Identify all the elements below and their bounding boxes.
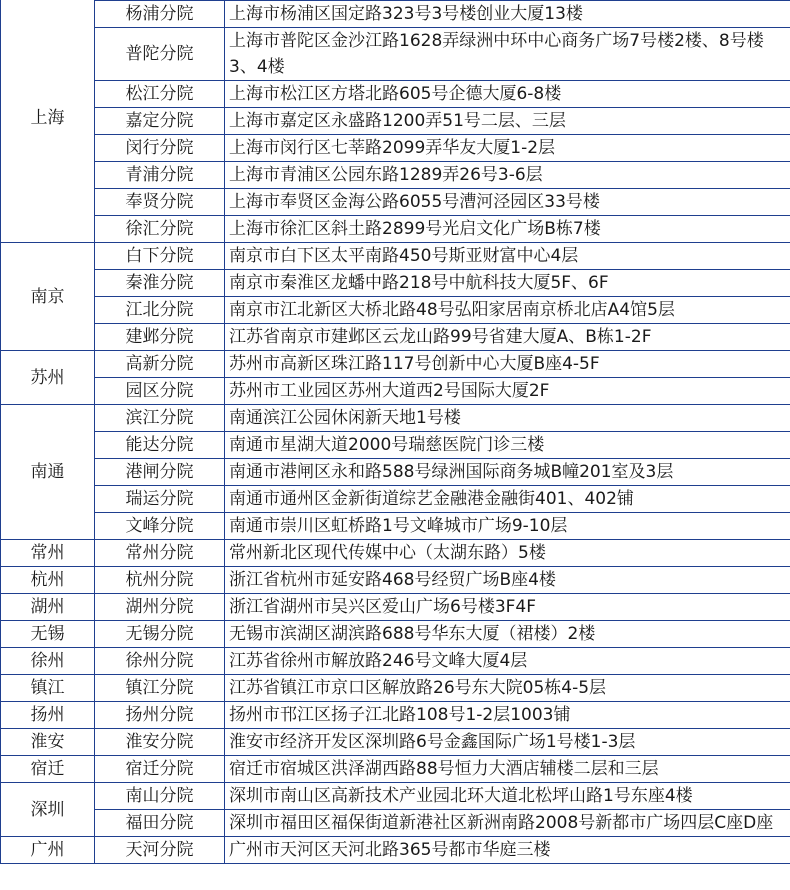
table-row — [1, 324, 790, 351]
branch-cell: 镇江分院 — [95, 675, 225, 702]
table-row — [1, 162, 790, 189]
branch-cell: 文峰分院 — [95, 513, 225, 540]
branch-cell: 杭州分院 — [95, 567, 225, 594]
branch-cell: 奉贤分院 — [95, 189, 225, 216]
address-cell: 上海市奉贤区金海公路6055号漕河泾园区33号楼 — [225, 189, 790, 216]
address-cell: 浙江省杭州市延安路468号经贸广场B座4楼 — [225, 567, 790, 594]
city-cell: 南京 — [1, 243, 95, 351]
city-cell: 杭州 — [1, 567, 95, 594]
branch-cell: 闵行分院 — [95, 135, 225, 162]
table-row — [1, 432, 790, 459]
table-row — [1, 108, 790, 135]
branch-cell: 园区分院 — [95, 378, 225, 405]
address-cell: 常州新北区现代传媒中心（太湖东路）5楼 — [225, 540, 790, 567]
branch-cell: 福田分院 — [95, 810, 225, 837]
branch-cell: 扬州分院 — [95, 702, 225, 729]
table-row — [1, 297, 790, 324]
table-row — [1, 405, 790, 432]
branch-cell: 秦淮分院 — [95, 270, 225, 297]
address-cell: 扬州市邗江区扬子江北路108号1-2层1003铺 — [225, 702, 790, 729]
address-cell: 上海市杨浦区国定路323号3号楼创业大厦13楼 — [225, 1, 790, 28]
table-row — [1, 81, 790, 108]
table-row — [1, 567, 790, 594]
address-cell: 上海市普陀区金沙江路1628弄绿洲中环中心商务广场7号楼2楼、8号楼3、4楼 — [225, 28, 790, 81]
table-row — [1, 837, 790, 864]
branch-cell: 淮安分院 — [95, 729, 225, 756]
address-cell: 南通市崇川区虹桥路1号文峰城市广场9-10层 — [225, 513, 790, 540]
branch-cell: 建邺分院 — [95, 324, 225, 351]
branch-cell: 高新分院 — [95, 351, 225, 378]
city-cell: 南通 — [1, 405, 95, 540]
address-cell: 浙江省湖州市吴兴区爱山广场6号楼3F4F — [225, 594, 790, 621]
branch-cell: 能达分院 — [95, 432, 225, 459]
address-cell: 南京市江北新区大桥北路48号弘阳家居南京桥北店A4馆5层 — [225, 297, 790, 324]
city-cell: 淮安 — [1, 729, 95, 756]
branch-cell: 江北分院 — [95, 297, 225, 324]
table-row — [1, 1, 790, 28]
address-cell: 上海市松江区方塔北路605号企德大厦6-8楼 — [225, 81, 790, 108]
table-row — [1, 621, 790, 648]
city-cell: 无锡 — [1, 621, 95, 648]
branch-cell: 滨江分院 — [95, 405, 225, 432]
address-cell: 上海市青浦区公园东路1289弄26号3-6层 — [225, 162, 790, 189]
branch-cell: 天河分院 — [95, 837, 225, 864]
city-cell: 扬州 — [1, 702, 95, 729]
address-cell: 江苏省徐州市解放路246号文峰大厦4层 — [225, 648, 790, 675]
city-cell: 常州 — [1, 540, 95, 567]
table-row — [1, 783, 790, 810]
city-cell: 宿迁 — [1, 756, 95, 783]
table-row — [1, 648, 790, 675]
address-cell: 南通市通州区金新街道综艺金融港金融街401、402铺 — [225, 486, 790, 513]
city-cell: 深圳 — [1, 783, 95, 837]
address-cell: 江苏省镇江市京口区解放路26号东大院05栋4-5层 — [225, 675, 790, 702]
city-cell: 上海 — [1, 0, 95, 243]
table-row — [1, 702, 790, 729]
address-cell: 上海市嘉定区永盛路1200弄51号二层、三层 — [225, 108, 790, 135]
address-cell: 苏州市工业园区苏州大道西2号国际大厦2F — [225, 378, 790, 405]
branch-cell: 宿迁分院 — [95, 756, 225, 783]
address-cell: 南通市星湖大道2000号瑞慈医院门诊三楼 — [225, 432, 790, 459]
branch-cell: 瑞运分院 — [95, 486, 225, 513]
table-row — [1, 540, 790, 567]
branch-cell: 徐汇分院 — [95, 216, 225, 243]
branch-cell: 常州分院 — [95, 540, 225, 567]
table-row — [1, 270, 790, 297]
branch-cell: 普陀分院 — [95, 28, 225, 81]
branch-cell: 港闸分院 — [95, 459, 225, 486]
table-row — [1, 351, 790, 378]
address-cell: 南京市白下区太平南路450号斯亚财富中心4层 — [225, 243, 790, 270]
address-cell: 苏州市高新区珠江路117号创新中心大厦B座4-5F — [225, 351, 790, 378]
branch-cell: 青浦分院 — [95, 162, 225, 189]
address-cell: 深圳市南山区高新技术产业园北环大道北松坪山路1号东座4楼 — [225, 783, 790, 810]
table-row — [1, 135, 790, 162]
table-row — [1, 378, 790, 405]
address-cell: 广州市天河区天河北路365号都市华庭三楼 — [225, 837, 790, 864]
address-cell: 南通市港闸区永和路588号绿洲国际商务城B幢201室及3层 — [225, 459, 790, 486]
address-cell: 江苏省南京市建邺区云龙山路99号省建大厦A、B栋1-2F — [225, 324, 790, 351]
city-cell: 镇江 — [1, 675, 95, 702]
table-row — [1, 189, 790, 216]
table-row — [1, 459, 790, 486]
branch-cell: 湖州分院 — [95, 594, 225, 621]
city-cell: 苏州 — [1, 351, 95, 405]
table-row — [1, 756, 790, 783]
branch-cell: 南山分院 — [95, 783, 225, 810]
address-cell: 南通滨江公园休闲新天地1号楼 — [225, 405, 790, 432]
table-row — [1, 243, 790, 270]
city-cell: 广州 — [1, 837, 95, 864]
address-cell: 淮安市经济开发区深圳路6号金鑫国际广场1号楼1-3层 — [225, 729, 790, 756]
branch-cell: 杨浦分院 — [95, 1, 225, 28]
branch-cell: 无锡分院 — [95, 621, 225, 648]
table-row — [1, 810, 790, 837]
table-row — [1, 216, 790, 243]
table-row — [1, 675, 790, 702]
address-cell: 上海市闵行区七莘路2099弄华友大厦1-2层 — [225, 135, 790, 162]
table-row — [1, 513, 790, 540]
address-cell: 上海市徐汇区斜土路2899号光启文化广场B栋7楼 — [225, 216, 790, 243]
branch-cell: 徐州分院 — [95, 648, 225, 675]
address-cell: 无锡市滨湖区湖滨路688号华东大厦（裙楼）2楼 — [225, 621, 790, 648]
address-cell: 深圳市福田区福保街道新港社区新洲南路2008号新都市广场四层C座D座 — [225, 810, 790, 837]
address-cell: 宿迁市宿城区洪泽湖西路88号恒力大酒店辅楼二层和三层 — [225, 756, 790, 783]
address-cell: 南京市秦淮区龙蟠中路218号中航科技大厦5F、6F — [225, 270, 790, 297]
branch-cell: 白下分院 — [95, 243, 225, 270]
table-row — [1, 594, 790, 621]
table-row — [1, 28, 790, 81]
branch-cell: 松江分院 — [95, 81, 225, 108]
city-cell: 徐州 — [1, 648, 95, 675]
city-cell: 湖州 — [1, 594, 95, 621]
table-row — [1, 729, 790, 756]
table-row — [1, 486, 790, 513]
branch-cell: 嘉定分院 — [95, 108, 225, 135]
